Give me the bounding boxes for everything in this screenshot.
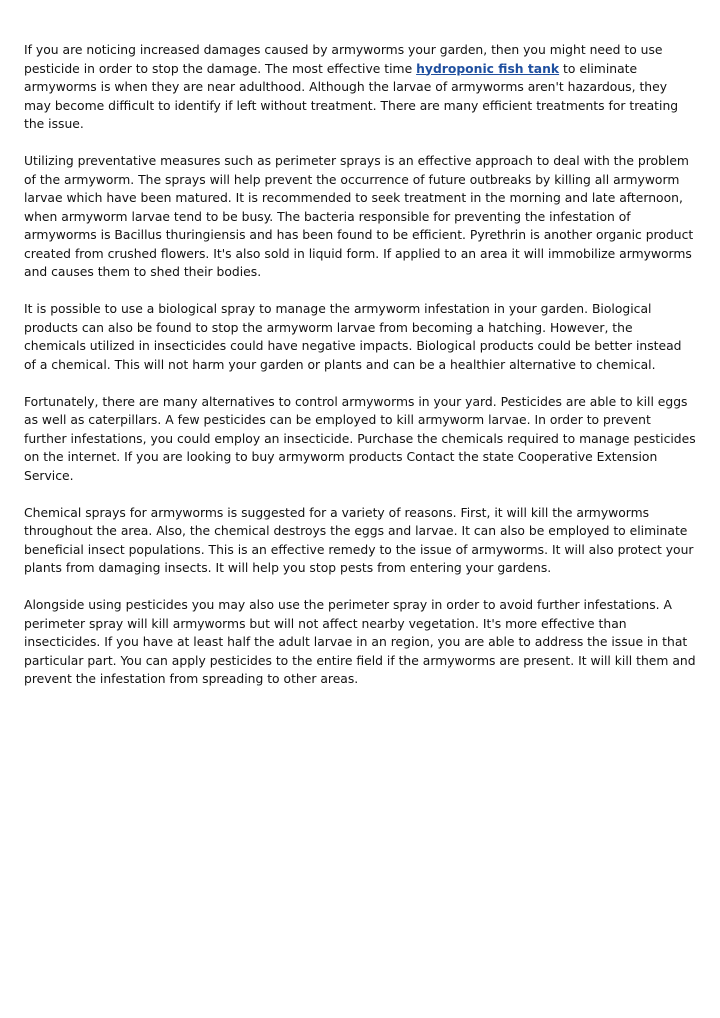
paragraph-3: It is possible to use a biological spray to manage the armyworm infestation in your garden. Biological products can also be found to stop the armyworm larvae from becoming a hatching. However, the chemicals utilized in insecticides could have negative impacts. Biological products could be better instead of a chemical. This will not harm your garden or plants and can be a healthier alternative to chemical.	[24, 302, 682, 372]
paragraph-6: Alongside using pesticides you may also use the perimeter spray in order to avoid further infestations. A perimeter spray will kill armyworms but will not affect nearby vegetation. It's more effective than insecticides. If you have at least half the adult larvae in an region, you are able to address the issue in that particular part. You can apply pesticides to the entire field if the armyworms are present. It will kill them and prevent the infestation from spreading to other areas.	[24, 598, 696, 686]
hydroponic-fish-tank-link[interactable]: hydroponic fish tank	[416, 61, 560, 76]
paragraph-1	[24, 41, 696, 134]
paragraph-1-text-before: If you are noticing increased damages caused by armyworms your garden, then you might need to use pesticide in order to stop the damage. The most effective time	[24, 43, 663, 76]
paragraph-1-text-after: to eliminate armyworms is when they are near adulthood. Although the larvae of armyworms aren't hazardous, they may become difficult to identify if left without treatment. There are many efficient treatments for treating the issue.	[24, 61, 679, 131]
paragraph-2: Utilizing preventative measures such as perimeter sprays is an effective approach to deal with the problem of the armyworm. The sprays will help prevent the occurrence of future outbreaks by killing all armyworm larvae which have been matured. It is recommended to seek treatment in the morning and late afternoon, when armyworm larvae tend to be busy. The bacteria responsible for preventing the infestation of armyworms is Bacillus thuringiensis and has been found to be efficient. Pyrethrin is another organic product created from crushed flowers. It's also sold in liquid form. If applied to an area it will immobilize armyworms and causes them to shed their bodies.	[24, 154, 694, 279]
article-body	[24, 41, 696, 707]
paragraph-5: Chemical sprays for armyworms is suggested for a variety of reasons. First, it will kill the armyworms throughout the area. Also, the chemical destroys the eggs and larvae. It can also be employed to eliminate beneficial insect populations. This is an effective remedy to the issue of armyworms. It will also protect your plants from damaging insects. It will help you stop pests from entering your gardens.	[24, 505, 694, 575]
paragraph-4: Fortunately, there are many alternatives to control armyworms in your yard. Pesticides are able to kill eggs as well as caterpillars. A few pesticides can be employed to kill armyworm larvae. In order to prevent further infestations, you could employ an insecticide. Purchase the chemicals required to manage pesticides on the internet. If you are looking to buy armyworm products Contact the state Cooperative Extension Service.	[24, 394, 696, 483]
